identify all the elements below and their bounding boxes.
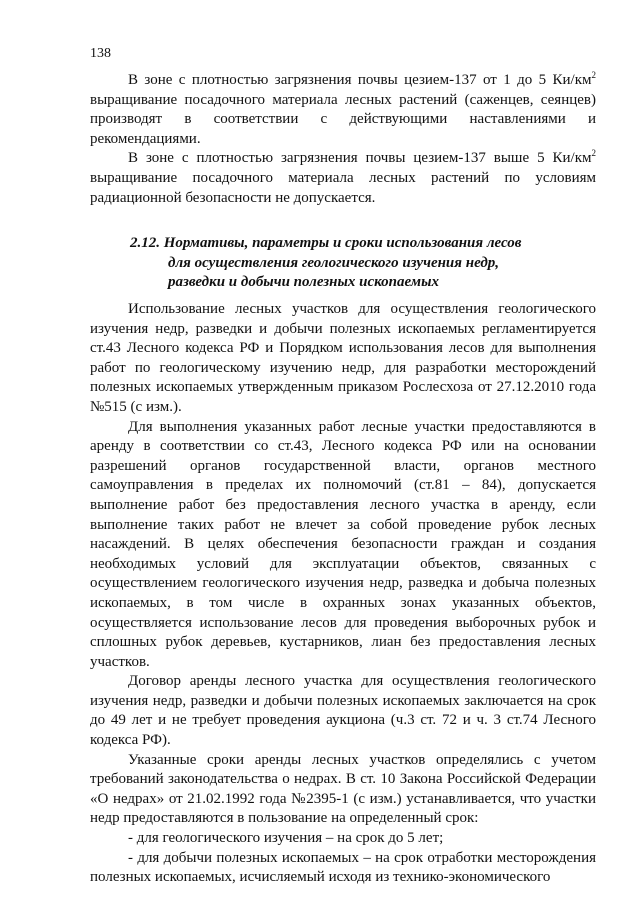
superscript: 2	[591, 148, 596, 159]
body-paragraph: Указанные сроки аренды лесных участков определялись с учетом требований законодательства о недрах. В ст. 10 Закона Российской Федерации «О недрах» от 21.02.1992 года №2395-1 (с изм.) устанавливается, что участки недр предоставляются в пользование на определенный срок:	[90, 751, 596, 827]
list-item: - для добычи полезных ископаемых – на срок отработки месторождения полезных ископаемых, исчисляемый исходя из технико-экономического	[90, 849, 596, 886]
intro-paragraph-1-rest: выращивание посадочного материала лесных растений (саженцев, сеянцев) производят в соответствии с действующими наставлениями и рекомендациями.	[90, 91, 596, 147]
superscript: 2	[591, 70, 596, 80]
section-heading-line-3: разведки и добычи полезных ископаемых	[168, 274, 439, 291]
section-heading-line-1: 2.12. Нормативы, параметры и сроки использования лесов	[130, 235, 522, 251]
body-paragraph: Использование лесных участков для осуществления геологического изучения недр, разведки и добычи полезных ископаемых регламентируется ст.43 Лесного кодекса РФ и Порядком использования лесов для выполнения работ по геологическому изучению недр, для разработки месторождений полезных ископаемых утвержденным приказом Рослесхоза от 27.12.2010 года №515 (с изм.).	[90, 301, 596, 415]
body-paragraph: Договор аренды лесного участка для осуществления геологического изучения недр, разведки и добычи полезных ископаемых заключается на срок до 49 лет и не требует проведения аукциона (ч.3 ст. 72 и ч. 3 ст.74 Лесного кодекса РФ).	[90, 673, 596, 749]
intro-paragraph-2-text: В зоне с плотностью загрязнения почвы цезием-137 выше 5 Ки/км	[128, 150, 592, 167]
intro-paragraph-2-rest: выращивание посадочного материала лесных растений по условиям радиационной безопасности не допускается.	[90, 169, 596, 206]
section-body	[90, 300, 596, 888]
intro-paragraph-2	[90, 149, 596, 208]
page-number: 138	[90, 46, 111, 61]
intro-paragraph-1-text: В зоне с плотностью загрязнения почвы цезием-137 от 1 до 5 Ки/км	[128, 72, 592, 88]
intro-paragraph-1	[90, 71, 596, 149]
list-item: - для геологического изучения – на срок до 5 лет;	[128, 830, 444, 847]
section-heading-line-2: для осуществления геологического изучения недр,	[168, 254, 500, 271]
body-paragraph: Для выполнения указанных работ лесные участки предоставляются в аренду в соответствии со ст.43, Лесного кодекса РФ или на основании разрешений органов государственной власти, органов местного самоуправления в пределах их полномочий (ст.81 – 84), допускается выполнение работ без предоставления лесного участка в аренду, если выполнение таких работ не влечет за собой проведение рубок лесных насаждений. В целях обеспечения безопасности граждан и создания необходимых условий для эксплуатации объектов, связанных с осуществлением геологического изучения недр, разведка и добыча полезных ископаемых, в том числе в охранных зонах указанных объектов, осуществляется использование лесов для проведения выборочных рубок и сплошных рубок деревьев, кустарников, лиан без предоставления лесных участков.	[90, 418, 596, 670]
section-heading	[130, 234, 550, 293]
intro-text	[90, 71, 596, 208]
